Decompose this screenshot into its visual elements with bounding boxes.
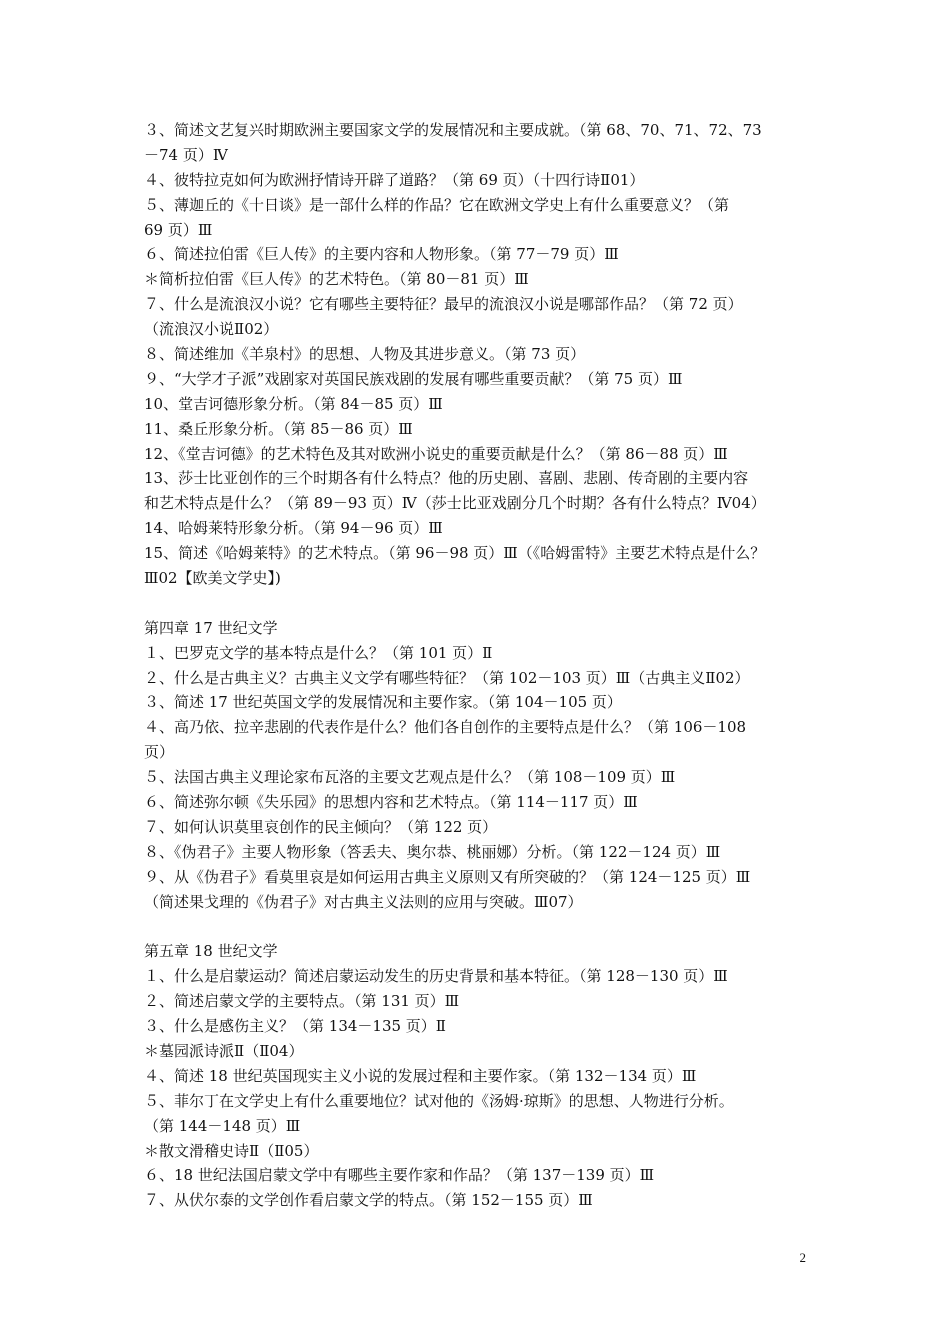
page-body [144, 118, 810, 1213]
text-line: 第五章 18 世纪文学 [144, 942, 278, 961]
text-line: ９、“大学才子派”戏剧家对英国民族戏剧的发展有哪些重要贡献？（第 75 页）Ⅲ [144, 369, 683, 388]
text-line: 14、哈姆莱特形象分析。（第 94－96 页）Ⅲ [144, 519, 443, 538]
text-line: （简述果戈理的《伪君子》对古典主义法则的应用与突破。Ⅲ07） [144, 892, 583, 911]
text-line: ７、如何认识莫里哀创作的民主倾向？（第 122 页） [144, 817, 498, 836]
blank-line [144, 591, 810, 616]
text-line: （第 144－148 页）Ⅲ [144, 1116, 301, 1135]
text-line: ＊散文滑稽史诗Ⅱ（Ⅱ05） [144, 1141, 319, 1160]
text-line: １、什么是启蒙运动？简述启蒙运动发生的历史背景和基本特征。（第 128－130 页）Ⅲ [144, 967, 728, 986]
text-line: 第四章 17 世纪文学 [144, 618, 278, 637]
text-line: 12、《堂吉诃德》的艺术特色及其对欧洲小说史的重要贡献是什么？（第 86－88 页）Ⅲ [144, 444, 728, 463]
text-line: 69 页）Ⅲ [144, 220, 213, 239]
text-line: ２、简述启蒙文学的主要特点。（第 131 页）Ⅲ [144, 992, 460, 1011]
text-line: ７、从伏尔泰的文学创作看启蒙文学的特点。（第 152－155 页）Ⅲ [144, 1191, 593, 1210]
text-line: 13、莎士比亚创作的三个时期各有什么特点？他的历史剧、喜剧、悲剧、传奇剧的主要内容 [144, 469, 749, 488]
text-line: ＊简析拉伯雷《巨人传》的艺术特色。（第 80－81 页）Ⅲ [144, 270, 529, 289]
text-line: （流浪汉小说Ⅱ02） [144, 320, 279, 339]
page-number: 2 [799, 1250, 806, 1265]
text-line: ６、简述拉伯雷《巨人传》的主要内容和人物形象。（第 77－79 页）Ⅲ [144, 245, 619, 264]
text-line: ８、简述维加《羊泉村》的思想、人物及其进步意义。（第 73 页） [144, 345, 586, 364]
text-line: ９、从《伪君子》看莫里哀是如何运用古典主义原则又有所突破的？（第 124－125 页）Ⅲ [144, 867, 751, 886]
text-line: ４、高乃依、拉辛悲剧的代表作是什么？他们各自创作的主要特点是什么？（第 106－108 [144, 718, 747, 737]
text-line: ５、薄迦丘的《十日谈》是一部什么样的作品？它在欧洲文学史上有什么重要意义？（第 [144, 195, 730, 214]
text-line: 和艺术特点是什么？（第 89－93 页）Ⅳ（莎士比亚戏剧分几个时期？各有什么特点？Ⅳ04） [144, 494, 766, 513]
text-line: １、巴罗克文学的基本特点是什么？（第 101 页）Ⅱ [144, 643, 493, 662]
text-line: ４、简述 18 世纪英国现实主义小说的发展过程和主要作家。（第 132－134 页）Ⅲ [144, 1066, 697, 1085]
text-line: －74 页）Ⅳ [144, 145, 228, 164]
text-line: 10、堂吉诃德形象分析。（第 84－85 页）Ⅲ [144, 394, 443, 413]
text-line: ６、简述弥尔顿《失乐园》的思想内容和艺术特点。（第 114－117 页）Ⅲ [144, 793, 638, 812]
text-line: Ⅲ02【欧美文学史】) [144, 569, 281, 588]
text-line: ２、什么是古典主义？古典主义文学有哪些特征？（第 102－103 页）Ⅲ（古典主义Ⅱ02） [144, 668, 750, 687]
text-line: ３、简述 17 世纪英国文学的发展情况和主要作家。（第 104－105 页） [144, 693, 622, 712]
text-line: ５、菲尔丁在文学史上有什么重要地位？试对他的《汤姆·琼斯》的思想、人物进行分析。 [144, 1091, 734, 1110]
text-line: ７、什么是流浪汉小说？它有哪些主要特征？最早的流浪汉小说是哪部作品？（第 72 页） [144, 295, 743, 314]
text-line: ３、简述文艺复兴时期欧洲主要国家文学的发展情况和主要成就。（第 68、70、71、72、73 [144, 121, 762, 139]
blank-line [144, 915, 810, 940]
text-line: ＊墓园派诗派Ⅱ（Ⅱ04） [144, 1041, 304, 1060]
text-line: ３、什么是感伤主义？（第 134－135 页）Ⅱ [144, 1017, 446, 1036]
text-line: ４、彼特拉克如何为欧洲抒情诗开辟了道路？（第 69 页）（十四行诗Ⅱ01） [144, 170, 645, 189]
text-line: 15、简述《哈姆莱特》的艺术特点。（第 96－98 页）Ⅲ（《哈姆雷特》主要艺术特点是什么？ [144, 544, 766, 563]
text-line: 页） [144, 743, 175, 762]
text-line: ５、法国古典主义理论家布瓦洛的主要文艺观点是什么？（第 108－109 页）Ⅲ [144, 768, 676, 787]
text-line: 11、桑丘形象分析。（第 85－86 页）Ⅲ [144, 419, 413, 438]
text-line: ６、18 世纪法国启蒙文学中有哪些主要作家和作品？（第 137－139 页）Ⅲ [144, 1166, 655, 1185]
text-line: ８、《伪君子》主要人物形象（答丢夫、奥尔恭、桃丽娜）分析。（第 122－124 页）Ⅲ [144, 842, 721, 861]
